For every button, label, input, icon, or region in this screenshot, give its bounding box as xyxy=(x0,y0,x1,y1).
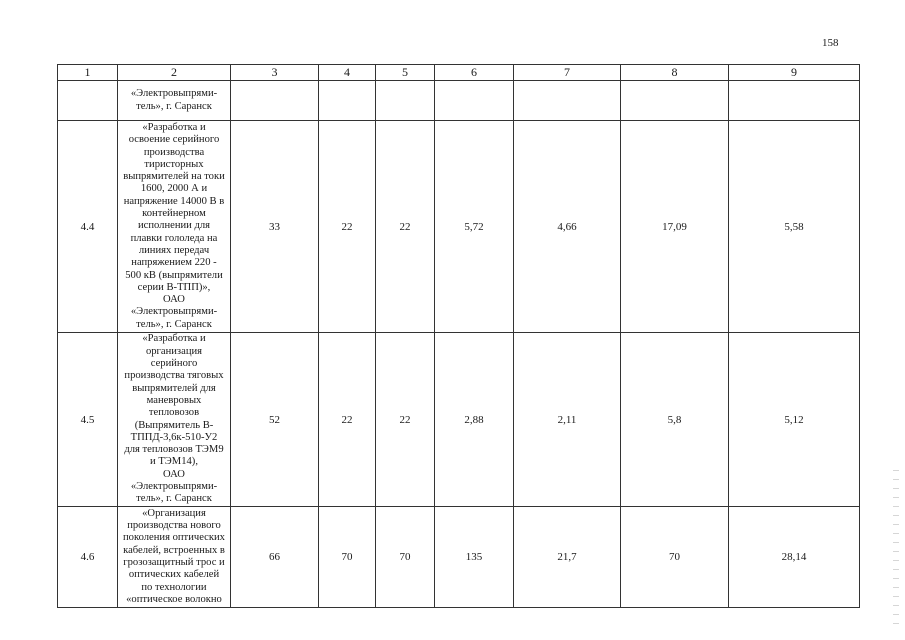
project-description-cell xyxy=(118,333,231,507)
description-line: «Разработка и xyxy=(142,121,206,133)
description-line: ОАО xyxy=(163,294,185,306)
value-cell-col-8: 70 xyxy=(621,507,729,608)
description-line: выпрямителей на токи xyxy=(123,171,225,183)
table-row xyxy=(58,333,860,507)
description-line: «Электровыпрями- xyxy=(130,480,218,492)
page-number: 158 xyxy=(822,37,839,49)
column-header: 7 xyxy=(514,65,621,81)
project-description-cell xyxy=(118,507,231,608)
table-row xyxy=(58,507,860,608)
table-row xyxy=(58,121,860,333)
row-number-cell xyxy=(58,81,118,121)
data-table xyxy=(57,64,860,608)
description-line: 500 кВ (выпрямители xyxy=(125,269,223,281)
value-cell-col-6 xyxy=(435,81,514,121)
description-line: маневровых xyxy=(146,394,202,406)
row-number-cell: 4.6 xyxy=(58,507,118,608)
description-line: тель», г. Саранск xyxy=(136,100,212,112)
description-line: «Электровыпрями- xyxy=(130,88,218,100)
value-cell-col-5 xyxy=(376,81,435,121)
description-line: организация xyxy=(145,345,203,357)
scan-noise xyxy=(893,470,899,630)
value-cell-col-3: 33 xyxy=(231,121,319,333)
value-cell-col-4 xyxy=(319,81,376,121)
description-line: освоение серийного xyxy=(128,134,220,146)
description-line: тель», г. Саранск xyxy=(136,318,212,330)
description-line: плавки гололеда на xyxy=(130,232,218,244)
value-cell-col-5: 22 xyxy=(376,333,435,507)
value-cell-col-7: 2,11 xyxy=(514,333,621,507)
value-cell-col-6: 5,72 xyxy=(435,121,514,333)
description-line: поколения оптических xyxy=(123,532,225,544)
description-line: тель», г. Саранск xyxy=(136,493,212,505)
value-cell-col-4: 70 xyxy=(319,507,376,608)
description-line: грозозащитный трос и xyxy=(123,557,225,568)
project-description-cell xyxy=(118,81,231,121)
column-header: 1 xyxy=(58,65,118,81)
description-line: тиристорных xyxy=(144,158,204,170)
description-line: напряжение 14000 В в xyxy=(123,195,225,207)
value-cell-col-9: 28,14 xyxy=(729,507,860,608)
value-cell-col-7: 4,66 xyxy=(514,121,621,333)
value-cell-col-7: 21,7 xyxy=(514,507,621,608)
value-cell-col-9: 5,58 xyxy=(729,121,860,333)
description-line: напряжением 220 - xyxy=(131,257,217,269)
value-cell-col-8: 17,09 xyxy=(621,121,729,333)
row-number-cell: 4.4 xyxy=(58,121,118,333)
value-cell-col-8: 5,8 xyxy=(621,333,729,507)
description-line: ОАО xyxy=(163,468,185,480)
description-line: выпрямителей для xyxy=(132,382,216,394)
description-line: кабелей, встроенных в xyxy=(123,544,225,556)
description-line: и ТЭМ14), xyxy=(150,456,198,468)
value-cell-col-4: 22 xyxy=(319,333,376,507)
value-cell-col-9 xyxy=(729,81,860,121)
row-number-cell: 4.5 xyxy=(58,333,118,507)
column-header: 2 xyxy=(118,65,231,81)
description-line: тепловозов xyxy=(148,407,200,419)
table-row xyxy=(58,81,860,121)
value-cell-col-5: 70 xyxy=(376,507,435,608)
description-line: исполнении для xyxy=(137,220,211,232)
header-row xyxy=(58,65,860,81)
description-line: «Электровыпрями- xyxy=(130,306,218,318)
value-cell-col-5: 22 xyxy=(376,121,435,333)
description-line: для тепловозов ТЭМ9 xyxy=(124,444,224,456)
value-cell-col-6: 2,88 xyxy=(435,333,514,507)
value-cell-col-3: 66 xyxy=(231,507,319,608)
description-line: оптических кабелей xyxy=(128,569,220,581)
description-line: производства xyxy=(143,146,205,158)
description-line: «Организация xyxy=(142,507,206,519)
value-cell-col-3 xyxy=(231,81,319,121)
description-line: 1600, 2000 А и xyxy=(140,183,208,195)
description-line: «Разработка и xyxy=(142,333,206,345)
description-line: серийного xyxy=(150,358,198,370)
column-header: 9 xyxy=(729,65,860,81)
description-line: (Выпрямитель В- xyxy=(134,419,214,431)
value-cell-col-3: 52 xyxy=(231,333,319,507)
description-line: ТППД-3,6к-510-У2 xyxy=(130,431,218,443)
value-cell-col-8 xyxy=(621,81,729,121)
description-line: контейнерном xyxy=(142,208,206,220)
value-cell-col-4: 22 xyxy=(319,121,376,333)
description-line: производства нового xyxy=(127,520,221,532)
value-cell-col-7 xyxy=(514,81,621,121)
description-line: производства тяговых xyxy=(124,370,224,382)
description-line: по технологии xyxy=(141,581,207,593)
value-cell-col-9: 5,12 xyxy=(729,333,860,507)
project-description-cell xyxy=(118,121,231,333)
column-header: 4 xyxy=(319,65,376,81)
column-header: 3 xyxy=(231,65,319,81)
column-header: 5 xyxy=(376,65,435,81)
column-header: 8 xyxy=(621,65,729,81)
description-line: линиях передач xyxy=(138,244,210,256)
description-line: «оптическое волокно xyxy=(126,593,222,605)
description-line: серии В-ТПП)», xyxy=(137,281,211,293)
column-header: 6 xyxy=(435,65,514,81)
value-cell-col-6: 135 xyxy=(435,507,514,608)
